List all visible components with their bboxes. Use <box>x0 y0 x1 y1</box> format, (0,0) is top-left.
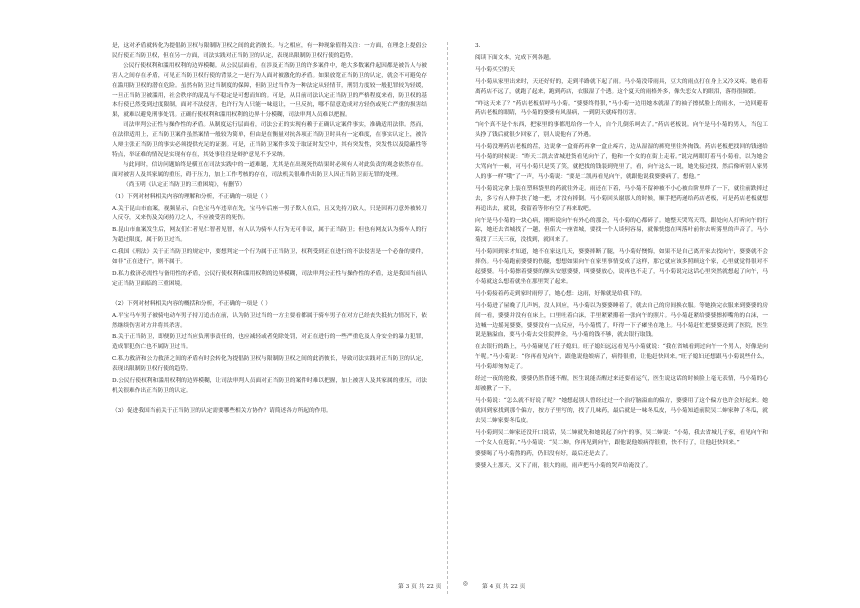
paragraph: 向午是马小菊的一块心病，刚听说向午有外心的那会，马小菊的心都碎了。她整天哭骂天骂，跟处向人打听向午的行踪，她还去省城找了一趟，但偌大一座省城，要找一个人谈何容易，就像恍惚在叫落叶前你去听雾里的声音了。马小菊找了三天三夜，没找到，就回来了。 <box>475 217 768 244</box>
question-2: （2）下列对材料相关内容的概括和分析，不正确的一项是（ ） <box>112 300 271 307</box>
right-column <box>475 42 768 472</box>
question-1: （1）下列对材料相关内容的理解和分析，不正确的一项是（ ） <box>112 193 271 200</box>
paragraph: 婆婆喝了马小菊熬的药，仍旧没有好，最后还是去了。 <box>475 451 612 458</box>
paragraph: 马小菊回到家才知道，她不在家这几天，婆婆摔断了腿，马小菊好懊悔，如果不是自己离开家去找向午，婆婆就不会摔伤。马小菊跑前婆婆的伤腿，想想如果向午在家里事情变成了这样，那它就应该多照顾这个家，心里就觉得很对不起婆婆。马小菊擦着婆婆的额头安慰婆婆，叫婆婆放心，说再也不走了，马小菊说完这话心里突然就想起了向午，马小菊就这么想着就坐在那里哭了起来。 <box>475 249 768 285</box>
option-1b: B.昆山市血案发生后，网友们仁者见仁智者见智，有人认为骑车人行为无可非议，属于正当防卫；但也有网友认为骑车人的行为超过限度，属于防卫过当。 <box>112 227 427 244</box>
paragraph: “咋这天来了？”药店老板招呼马小菊。“婆婆终得狠，”马小菊一边用她本就湿了的袖子擦拭脸上的雨水，一边回避着药店老板的眼睛，马小菊的婆婆有风湿病，一到阴天就疼得厉害。 <box>475 100 768 117</box>
paragraph: 在去银行的路上，马小菊碰见了旺子媳妇。旺子媳妇远远看见马小菊就说：“我在省城看到过向午一个男人，好像是向午呢。”马小菊说：“你再看见向午，跟他说他娘病了，病得很重，让他赶快回来。”旺子媳妇还想跟马小菊说些什么，马小菊却匆匆走了。 <box>475 344 768 371</box>
story-title: 马小菊买空的天 <box>475 66 515 73</box>
instruction: 阅读下面文本，完成下列各题。 <box>475 54 555 61</box>
option-1a: A.关于昆山市血案，视频显示，白色宝马车违章在先，宝马车后座一男子欺人在后，且又先持刀砍人，只是因再刀意外被转刀人反夺，又来伤及关闭持刀之人，不应被受害的死伤。 <box>112 205 427 222</box>
paragraph: 马小菊说完拿上装在塑料袋里的药就往外走。雨还在下着，马小菊不留神被不小心被台阶里绊了一下，就往前跌摔过去，多亏有人伸手扶了她一把，才没有摔倒。马小菊回头谢那人的时候，顺手把药递给药店老板，可是药店老板就想再追出去，就说，我留着等你有空了再来取吧。 <box>475 185 768 212</box>
paragraph: 马小菊从家里出来时，天还好好的，走到半路就下起了雨。马小菊没带雨具，豆大的雨点打在身上又冷又疼。她看着离药店不远了，就跑了起来，跑到药店，衣服湿了个透。这个夏天的雨格外多，像失恋女人的眼泪，落得很频繁。 <box>475 78 768 95</box>
option-1c: C.我国《刑法》关于正当防卫的规定中，要想判定一个行为属于正当防卫，权利受到正在进行的不法侵害是一个必备的要件，如非“正在进行”，则不属于。 <box>112 249 427 266</box>
page-number-left: 第 3 页 共 22 页 <box>398 584 442 590</box>
divider <box>447 42 448 594</box>
page-number-right: 第 4 页 共 22 页 <box>482 584 526 590</box>
paragraph: “向个真不是个东西，把家里的事都甩给你一个人，自个儿倒乐呵去了。”药店老板说。向午是马小菊的男人，当包工头挣了钱后就很少回家了，别人说他有了外遇。 <box>475 122 768 139</box>
paragraph: 与此同时，信访问题始终是横亘在司法实践中的一道难题，尤其是在出现死伤结果时必须有人对此负责的观念依然存在。面对被害人及其家属的重压，碍于压力，加上工作考核的存在，司法机关很难作出防卫人因正当防卫而无罪的处理。 <box>112 161 427 178</box>
left-column <box>112 42 427 417</box>
paragraph: 婆婆入土那天，又下了雨，很大的雨，雨声把马小菊的哭声给淹没了。 <box>475 463 652 470</box>
paragraph: 马小菊接着药走到家时雨停了，她心想：这雨，好像就是给我下的。 <box>475 290 646 297</box>
source-citation: （尚玉明《认定正当防卫的三重困境》，有删节） <box>123 181 246 188</box>
paragraph: 马小菊说：“怎么就不好说了呢？”她想起别人曾经过过一个治疗脑溢血的偏方，婆婆用了这个偏方也许会好起来。她就回到家找到那个偏方，按方子里写的，找了几味药，最后就是一味冬瓜皮，马小菊知道前院吴二婶家种了冬瓜，就去吴二婶家要冬瓜皮。 <box>475 397 768 424</box>
paragraph: 司法审判公正性与操作性的矛盾。从制度运行层面看，司法公正的实现有赖于正确认定案件事实，准确适用法律。然而，在法律适用上，正当防卫案件虽然案情一般较为简单，但由是在衡量对抗各项正当防卫时具有一定难度，在事实认定上，被告人辩主张正当防卫的事实必须提供充足的证据。可是，正当防卫案件多发于取证时发空中，其有突发性，突发性以及隐蔽性等特点，举证难的情况是实现有存在，其处事往往是辩护意见不予采纳。 <box>112 122 427 158</box>
paragraph: 马小菊没理药店老板的茬，边说拿一盒膏药再拿一盒止疼片，边从湿湿的裤兜里往外掏钱。药店老板把找回的钱递给马小菊的时候说：“昨天二凯去省城进货看见向午了，他和一个女的在街上走着。”说完两眼盯着马小菊看，以为她会大骂向午一顿，可马小菊只是笑了笑，就把找的钱装到兜里了，看，向午这么一说，她先接过找，然后像听别人家男人的事一样“哦”了一声，马小菊说：“要是二凯再看见向午，就跟他说我婆婆病了，想他。” <box>475 144 768 180</box>
paragraph: 是，这对矛盾就转化为提倡防卫权与限制防卫权之间的此消彼长。与之相应，有一种现象值得关注：一方面，在理念上提倡公民行使正当防卫权，但在另一方面，司法实践对正当防卫的认定，表现出限制防卫权行使的趋势。 <box>112 43 427 59</box>
question-number: 3. <box>475 43 481 49</box>
paragraph: 经过一夜的抢救，婆婆仍然昏迷不醒，医生说能否醒过来还要看运气，医生说这话的时候脸上毫无表情，马小菊的心却被揪了一下。 <box>475 376 768 392</box>
option-2d: D.公民行使权利和滥用权利的边界模糊，让司法审判人员面对正当防卫的案件时难以把握，加上被害人及其家属的重压，司法机关很难作出正当防卫的认定。 <box>112 378 427 394</box>
paragraph: 马小菊到吴二婶家还没开口说话，吴二婶就先和她说起了向午的事，吴二婶说：“小菊，我去省城儿子家，看见向午和一个女人在逛街。”马小菊说：“吴二婶，你再见到向午，跟他说他娘病得很重，快不行了，让他赶快回来。” <box>475 429 768 446</box>
paragraph: 公民行使权利和滥用权利的边界模糊。从公民层面看，在涉及正当防卫的许多案件中，绝大多数案件起因都是被告人与被害人之间存在矛盾，可见正当防卫权行使的背景之一是行为人面对被激化的矛盾。如果放宽正当防卫的认定，就会不可避免存在滥用防卫权的潜在危险。虽然有防卫过当制度的保障，但防卫过当作为一种法定从轻情节，刑罚力度较一般犯罪较为轻缓，一旦正当防卫被滥用，社会秩序的混乱与不稳定是可想而知的。可是，从目前司法认定正当防卫的严格程度来看，防卫权的基本行使已然受到过度限制，面对不法侵害，也许行为人只能一味退让，一旦反抗，哪不留意造成对方轻伤或死亡严重的损害结果，就难以避免刑事处罚。正确行使权利和滥用权利的边界十分模糊，司法审判人员难以把握。 <box>112 62 427 119</box>
option-1d: D.私力救济必需性与备用性的矛盾，公民行使权利和滥用权利的边界模糊，司法审判公正性与操作性的矛盾，这是我国当前认定正当防卫面临的三重困境。 <box>112 270 427 287</box>
page-marker-icon: ◎ <box>463 581 469 587</box>
option-2a: A.平宝马车男子被骑电动车男子持刀追击在前，认为防卫过当的一方主要看都属于骑车男子在对方已经丧失抵抗力情况下，依然继续伤害对方并将其杀害。 <box>112 312 427 329</box>
option-2c: C.私力救济和公力救济之间的矛盾有时会转化为提倡防卫权与限制防卫权之间的此消彼长，导致司法实践对正当防卫的认定，表现出限制防卫权行使的趋势。 <box>112 356 427 373</box>
option-2b: B.关于正当防卫，即便防卫过当应负刑事责任的，也应减轻或者免除处罚，对正在进行的一些严重危及人身安全的暴力犯罪，造成罪犯伤亡也不属防卫过当。 <box>112 334 427 351</box>
question-3: （3）促进我国当前关于正当防卫的认定需要哪些相关方协作？请简述各方所起的作用。 <box>112 407 332 414</box>
paragraph: 马小菊进了屋晚了几声妈，没人回应，马小菊以为婆婆睡着了，就去自己的房间换衣服。等她换完衣服来到婆婆的房间一看，婆婆并没有在床上，口里吐着白沫，手里紧紧攥着一张向午的照片。马小菊赶紧给婆婆擦掉嘴角的白沫，一边喊一边摇晃婆婆，婆婆没有一点反应，马小菊慌了，吓得一下子瘫坐在地上。马小菊赶忙把婆婆送到了医院，医生说是脑溢血，要马小菊去交住院押金，马小菊的钱不够，就去银行取钱。 <box>475 302 768 339</box>
page-footer <box>0 581 860 593</box>
